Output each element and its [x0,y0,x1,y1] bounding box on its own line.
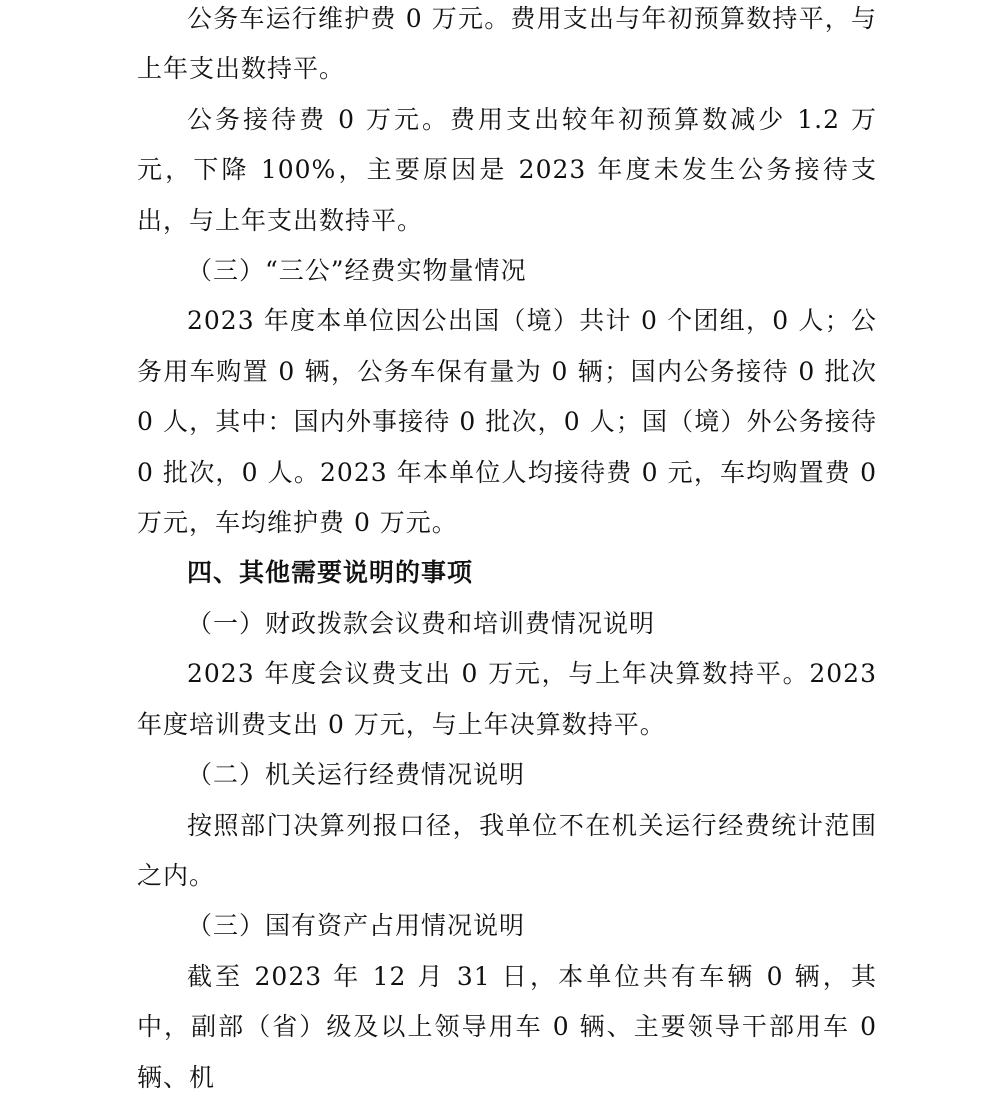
heading-section-four: 四、其他需要说明的事项 [187,558,474,588]
paragraph-operating-expenses: 按照部门决算列报口径，我单位不在机关运行经费统计范围之内。 [137,810,877,890]
paragraph-reception-fee: 公务接待费 0 万元。费用支出较年初预算数减少 1.2 万元，下降 100%，主要原因是 2023 年度未发生公务接待支出，与上年支出数持平。 [137,104,877,235]
heading-sanggong-quantity: （三）“三公”经费实物量情况 [187,256,527,286]
paragraph-state-assets: 截至 2023 年 12 月 31 日，本单位共有车辆 0 辆，其中，副部（省）级及以上领导用车 0 辆、主要领导干部用车 0 辆、机 [137,961,877,1092]
paragraph-vehicle-maintenance: 公务车运行维护费 0 万元。费用支出与年初预算数持平，与上年支出数持平。 [137,4,877,84]
paragraph-meeting-training: 2023 年度会议费支出 0 万元，与上年决算数持平。2023 年度培训费支出 0 万元，与上年决算数持平。 [137,659,877,739]
heading-state-assets: （三）国有资产占用情况说明 [187,911,526,941]
document-page [137,0,877,1103]
heading-meeting-training: （一）财政拨款会议费和培训费情况说明 [187,608,656,638]
heading-operating-expenses: （二）机关运行经费情况说明 [187,760,526,790]
paragraph-sanggong-quantity: 2023 年度本单位因公出国（境）共计 0 个团组，0 人；公务用车购置 0 辆，公务车保有量为 0 辆；国内公务接待 0 批次 0 人，其中：国内外事接待 0 批次，0 人；国（境）外公务接待 0 批次，0 人。2023 年本单位人均接待费 0 元，车均购置费 0 万元，车均维护费 0 万元。 [137,306,877,538]
